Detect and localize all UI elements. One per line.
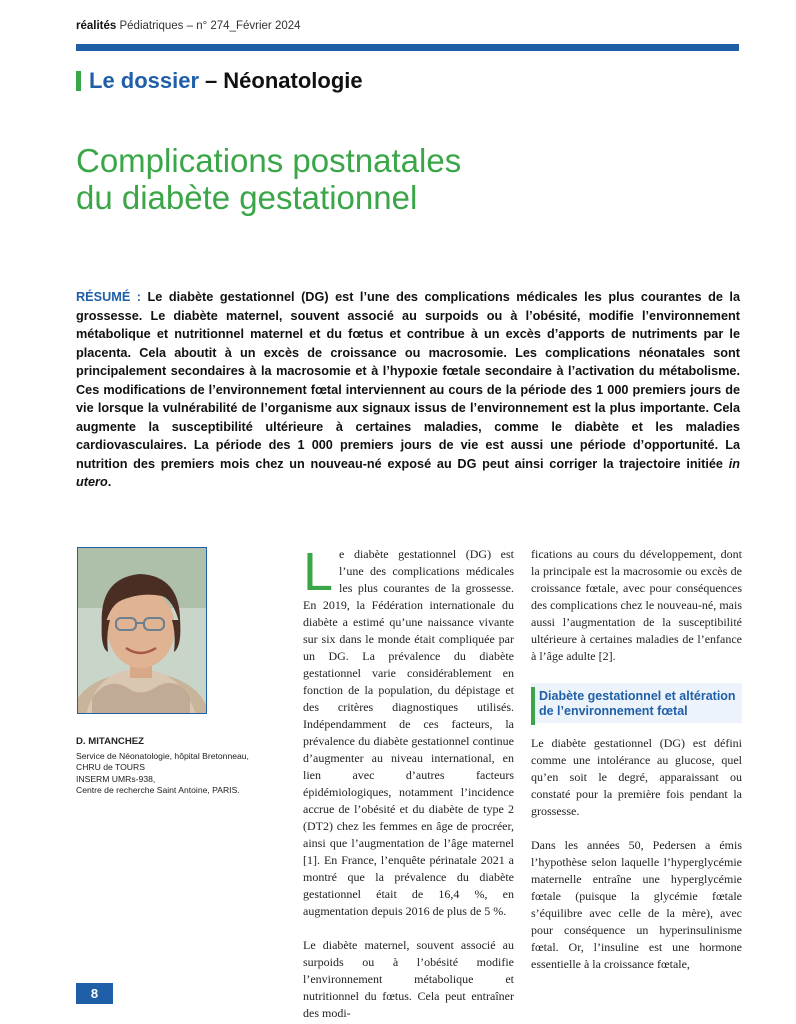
title-line-1: Complications postnatales (76, 142, 462, 179)
col2-paragraph-1: fications au cours du développement, dont la principale est la macrosomie ou excès de croissance fœtale, avec pour conséquences des complications chez le nouveau-né, mais aussi l’augmentation de la susceptibilité ultérieure à certaines maladies de l’enfance à l’âge adulte [2]. (531, 547, 742, 663)
article-title (76, 142, 696, 216)
journal-issue: Pédiatriques – n° 274_Février 2024 (116, 20, 301, 32)
drop-cap: L (303, 542, 334, 602)
col2-paragraph-3: Dans les années 50, Pedersen a émis l’hypothèse selon laquelle l’hyperglycémie maternelle entraîne une hyperglycémie fœtale (puisque la glycémie fœtale s’équilibre avec celle de la mère), avec pour conséquence un hyperinsulinisme fœtal. Or, l’insuline est une hormone essentielle à la croissance fœtale, (531, 838, 742, 971)
section-topic: Néonatologie (223, 68, 363, 93)
section-separator: – (205, 68, 218, 93)
author-photo (77, 547, 207, 714)
abstract-italic: in utero (76, 456, 740, 489)
author-name: D. MITANCHEZ (76, 736, 145, 747)
title-line-2: du diabète gestationnel (76, 179, 418, 216)
abstract-label: RÉSUMÉ : (76, 290, 142, 304)
abstract (76, 288, 740, 492)
abstract-text: Le diabète gestationnel (DG) est l’une des complications médicales les plus courantes de la grossesse. Le diabète maternel, souvent associé au surpoids ou à l’obésité, modifie l’environnement métabolique et nutritionnel maternel et du fœtus et contribue à un excès d’apports de nutriments par le placenta. Cela aboutit à un excès de croissance ou macrosomie. Les complications néonatales sont principalement secondaires à la macrosomie et à l’hypoxie fœtale secondaire à l’activation du métabolisme. Ces modifications de l’environnement fœtal interviennent au cours de la période des 1 000 premiers jours de vie lorsque la vulnérabilité de l’organisme aux signaux issus de l’environnement est la plus importante. Cela augmente la susceptibilité ultérieure à certaines maladies, comme le diabète et les maladies cardiovasculaires. La période des 1 000 premiers jours de vie est aussi une période d’opportunité. La nutrition des premiers mois chez un nouveau-né exposé au DG peut ainsi corriger la trajectoire initiée (76, 290, 741, 471)
body-paragraph (303, 542, 514, 920)
subheading-bar (531, 687, 535, 725)
section-dossier-label: Le dossier (89, 68, 200, 93)
body-column-2 (531, 546, 742, 973)
journal-brand: réalités (76, 20, 117, 32)
author-affiliation-3: INSERM UMRs-938, (76, 773, 156, 784)
section-heading (76, 68, 363, 94)
page-number: 8 (76, 983, 113, 1004)
author-affiliation-4: Centre de recherche Saint Antoine, PARIS. (76, 785, 240, 796)
top-rule (76, 44, 739, 51)
author-affiliation-1: Service de Néonatologie, hôpital Bretonneau, (76, 750, 249, 761)
author-affiliation-2: CHRU de TOURS (76, 762, 145, 773)
col2-paragraph-2: Le diabète gestationnel (DG) est défini comme une intolérance au glucose, quel qu’en soit le degré, apparaissant ou constaté pour la première fois pendant la grossesse. (531, 736, 742, 818)
body-column-1 (303, 542, 514, 1022)
author-portrait-illustration (78, 548, 207, 714)
col1-paragraph-1: e diabète gestationnel (DG) est l’une des complications médicales les plus courantes de la grossesse. En 2019, la Fédération internationale du diabète a estimé qu’une naissance vivante sur six dans le monde était compliquée par un DG. La prévalence du diabète gestationnel varie considérablement en fonction de la population, du dépistage et des critères diagnostiques utilisés. Indépendamment de ces facteurs, la prévalence du diabète gestationnel continue d’augmenter au niveau international, en lien avec d’autres facteurs épidémiologiques, notamment l’incidence accrue de l’obésité et du diabète de type 2 (DT2) chez les femmes en âge de procréer, ainsi que l’augmentation de l’âge maternel [1]. En France, l’enquête périnatale 2021 a montré que la prévalence du diabète gestationnel était de 16,4 %, en augmentation depuis 2016 de plus de 5 %. (303, 547, 514, 918)
subheading-text: Diabète gestationnel et altération de l’environnement fœtal (539, 689, 736, 718)
subheading (531, 683, 742, 723)
section-marker (76, 71, 81, 91)
running-head (76, 20, 301, 32)
author-block (76, 736, 266, 797)
col1-paragraph-2: Le diabète maternel, souvent associé au surpoids ou à l’obésité modifie l’environnement métabolique et nutritionnel du fœtus. Cela peut entraîner des modi- (303, 938, 514, 1020)
abstract-end: . (107, 475, 112, 489)
